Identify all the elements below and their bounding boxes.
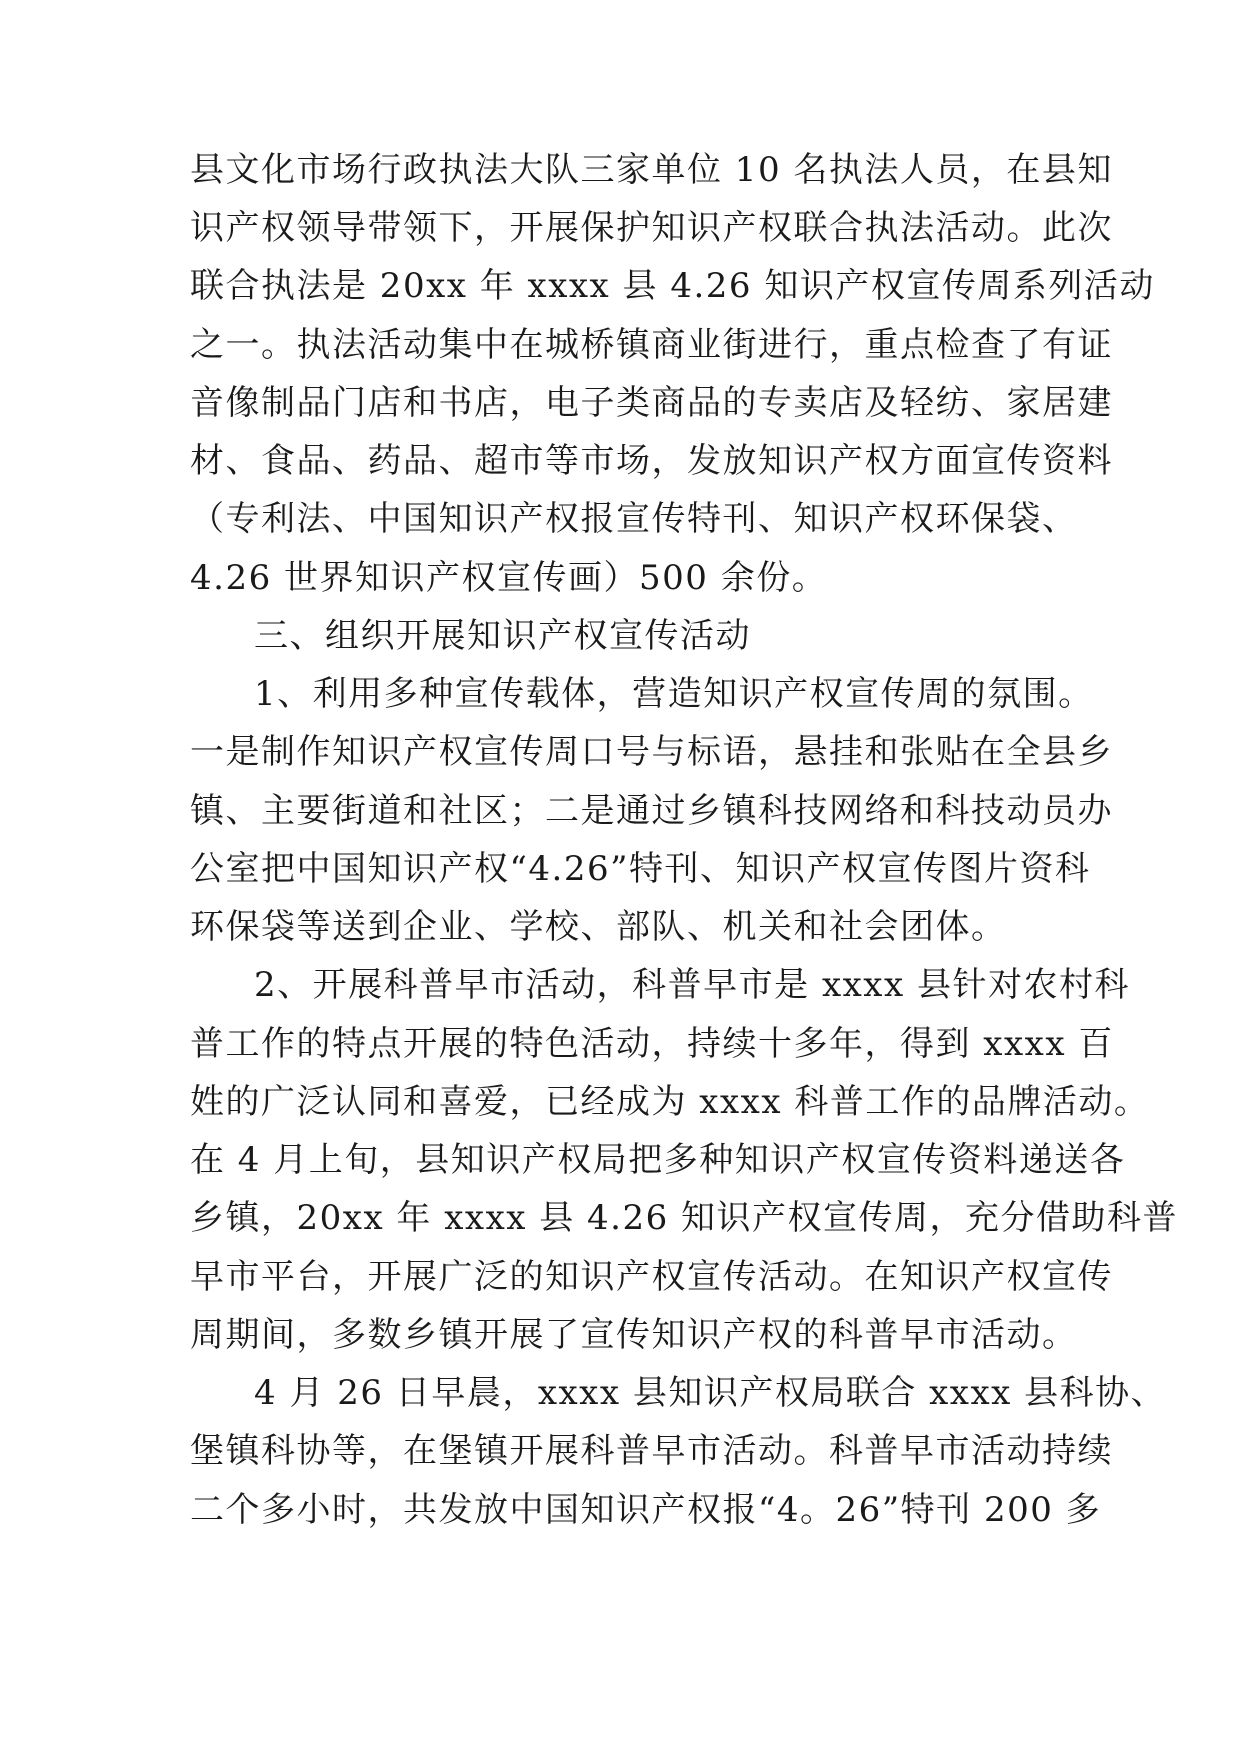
text-line: 普工作的特点开展的特色活动，持续十多年，得到 xxxx 百	[190, 1024, 1114, 1064]
text-line: 姓的广泛认同和喜爱，已经成为 xxxx 科普工作的品牌活动。	[190, 1082, 1150, 1122]
text-line: 4 月 26 日早晨，xxxx 县知识产权局联合 xxxx 县科协、	[254, 1373, 1167, 1413]
text-line: 公室把中国知识产权“4.26”特刊、知识产权宣传图片资科	[190, 849, 1091, 889]
text-line: 乡镇，20xx 年 xxxx 县 4.26 知识产权宣传周，充分借助科普	[190, 1198, 1179, 1238]
text-line: 材、食品、药品、超市等市场，发放知识产权方面宣传资料	[190, 441, 1113, 481]
text-line: 识产权领导带领下，开展保护知识产权联合执法活动。此次	[190, 208, 1113, 248]
text-line: 环保袋等送到企业、学校、部队、机关和社会团体。	[190, 907, 1007, 947]
subsection-heading: 1、利用多种宣传载体，营造知识产权宣传周的氛围。	[254, 674, 1094, 714]
text-line: 堡镇科协等，在堡镇开展科普早市活动。科普早市活动持续	[190, 1431, 1113, 1471]
text-line: 之一。执法活动集中在城桥镇商业街进行，重点检查了有证	[190, 325, 1113, 365]
text-line: 早市平台，开展广泛的知识产权宣传活动。在知识产权宣传	[190, 1257, 1113, 1297]
text-line: （专利法、中国知识产权报宣传特刊、知识产权环保袋、	[190, 499, 1078, 539]
text-line: 联合执法是 20xx 年 xxxx 县 4.26 知识产权宣传周系列活动	[190, 266, 1155, 306]
text-line: 县文化市场行政执法大队三家单位 10 名执法人员，在县知	[190, 150, 1113, 190]
text-line: 周期间，多数乡镇开展了宣传知识产权的科普早市活动。	[190, 1315, 1078, 1355]
text-line: 二个多小时，共发放中国知识产权报“4。26”特刊 200 多	[190, 1490, 1102, 1530]
section-heading: 三、组织开展知识产权宣传活动	[254, 616, 751, 656]
text-line: 一是制作知识产权宣传周口号与标语，悬挂和张贴在全县乡	[190, 732, 1113, 772]
text-line: 在 4 月上旬，县知识产权局把多种知识产权宣传资料递送各	[190, 1140, 1126, 1180]
text-line: 2、开展科普早市活动，科普早市是 xxxx 县针对农村科	[254, 965, 1130, 1005]
text-line: 镇、主要街道和社区；二是通过乡镇科技网络和科技动员办	[190, 791, 1113, 831]
text-line: 音像制品门店和书店，电子类商品的专卖店及轻纺、家居建	[190, 383, 1113, 423]
text-line: 4.26 世界知识产权宣传画）500 余份。	[190, 558, 828, 598]
